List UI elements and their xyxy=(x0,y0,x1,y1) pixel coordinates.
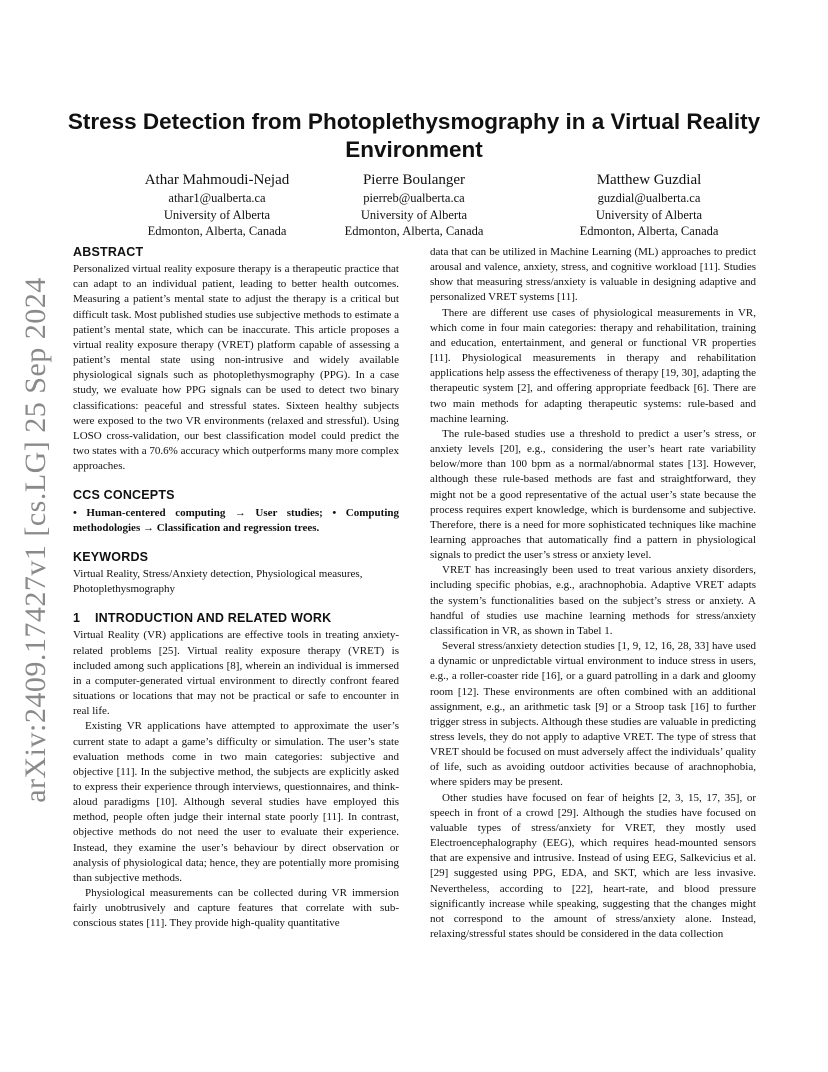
paragraph: Virtual Reality (VR) applications are effective tools in treating anxiety-related problems [25]. Virtual reality exposure therapy (VRET) is included among such applications [8], wherein an individual is immersed in a computer-generated virtual environment to directly confront feared situations or locations that may not be practical or safe to encounter in real life. xyxy=(73,629,399,718)
ccs-text: • Human-centered computing → User studies; • Computing methodologies → Classification and regression trees. xyxy=(73,506,399,534)
author-block xyxy=(299,171,529,240)
section-title: INTRODUCTION AND RELATED WORK xyxy=(95,611,332,626)
paper-title: Stress Detection from Photoplethysmography in a Virtual Reality Environment xyxy=(67,109,761,162)
author-affiliation: University of Alberta xyxy=(595,207,703,222)
paragraph: Several stress/anxiety detection studies [1, 9, 12, 16, 28, 33] have used a dynamic or unpredictable virtual environment to induce stress in users, e.g., a roller-coaster ride [16], or a guard patrolling in a dark and gloomy room [12]. These environments are often combined with an additional assignment, e.g., an arithmetic task [9] or a Stroop task [16] to further trigger stress in subjects. Although these studies are valuable in predicting stress levels, they do not apply to adaptive VRET. The type of stress that VRET should be focused on must adversely affect the individuals’ quality of life, such as avoiding outdoor activities because of arachnophobia, where spiders may be present. xyxy=(430,640,756,789)
author-email: guzdial@ualberta.ca xyxy=(597,191,701,205)
paragraph: Other studies have focused on fear of heights [2, 3, 15, 17, 35], or speech in front of a crowd [29]. Although the studies have focused on valuable types of stress/anxiety for VRET, they mostly used Electroencephalography (EEG), which requires head-mounted sensors that are expensive and intrusive. Instead of using EEG, Salkevicius et al. [29] suggested using PPG, EDA, and SKT, which are less invasive. Nevertheless, according to [22], heart-rate, and blood pressure significantly increase while speaking, suggesting that the changes might not correspond to the amount of stress/anxiety alone. Instead, relaxing/stressful states should be considered in the data collection xyxy=(430,791,756,941)
section-heading xyxy=(73,611,399,626)
ccs-heading: CCS CONCEPTS xyxy=(73,488,175,503)
arxiv-stamp xyxy=(14,277,58,803)
arxiv-stamp-text: arXiv:2409.17427v1 [cs.LG] 25 Sep 2024 xyxy=(19,277,52,803)
author-block xyxy=(534,171,764,240)
keywords-heading: KEYWORDS xyxy=(73,549,149,564)
abstract-text: Personalized virtual reality exposure therapy is a therapeutic practice that can adapt to an individual patient, leading to better health outcomes. Measuring a patient’s mental state to adjust the therapy is a critical but difficult task. Most published studies use subjective methods to estimate a patient’s mental state, which can be inaccurate. This article proposes a virtual reality exposure therapy (VRET) platform capable of assessing a patient’s mental state using non-intrusive and widely available physiological signals such as photoplethysmography (PPG). In a case study, we evaluate how PPG signals can be used to detect two binary classifications: peaceful and stressful states. Sixteen healthy subjects were exposed to the two VR environments (relaxed and stressful). Using LOSO cross-validation, our best classification model could predict the two states with a 70.6% accuracy which outperforms many more complex approaches. xyxy=(73,263,399,473)
paragraph: VRET has increasingly been used to treat various anxiety disorders, including specific phobias, e.g., arachnophobia. Adaptive VRET adapts the system’s functionalities based on the subject’s stress or anxiety. A handful of studies use machine learning methods for stress/anxiety classification in VR, as shown in Tabel 1. xyxy=(430,564,756,637)
abstract-heading: ABSTRACT xyxy=(73,245,144,259)
paragraph: Physiological measurements can be collected during VR immersion fairly unobtrusively and capture features that correlate with sub-conscious states [11]. They provide high-quality quantitative xyxy=(73,887,399,930)
paragraph: data that can be utilized in Machine Learning (ML) approaches to predict arousal and valence, anxiety, stress, and cognitive workload [11]. Studies show that measuring stress/anxiety is valuable in designing adaptive and personalized VRET systems [11]. xyxy=(430,246,756,304)
paragraph: The rule-based studies use a threshold to predict a user’s stress, or anxiety levels [20], e.g., considering the user’s heart rate variability below/more than 100 bpm as a normal/abnormal states [13]. However, although these rule-based methods are fast and straightforward, they might not be a good representative of the actual user’s state because the process requires expert knowledge, which is burdensome and subjective. Therefore, there is a need for more sophisticated techniques like machine learning approaches that automatically find a pattern in physiological signals to predict the user’s stress or anxiety level. xyxy=(430,427,756,562)
author-email: pierreb@ualberta.ca xyxy=(363,191,465,205)
author-name: Pierre Boulanger xyxy=(362,172,466,188)
keywords-text: Virtual Reality, Stress/Anxiety detection, Physiological measures, Photoplethysmography xyxy=(73,567,363,596)
paragraph: Existing VR applications have attempted to approximate the user’s current state to adapt a game’s difficulty or simulation. The user’s state evaluation methods come in two main categories: subjective and objective [11]. In the subjective method, the subjects are explicitly asked to express their experience through interviews, questionnaires, and think-aloud paradigms [10]. Although several studies have employed this method, people often judge their internal state poorly [11]. In contrast, objective methods do not need the user to evaluate their experience. Instead, they examine the user’s behaviour by direct observation or analysis of physiological data; hence, they are potentially more promising than subjective methods. xyxy=(73,720,399,884)
author-name: Matthew Guzdial xyxy=(596,172,702,188)
author-email: athar1@ualberta.ca xyxy=(168,191,266,205)
author-name: Athar Mahmoudi-Nejad xyxy=(144,172,290,188)
left-column xyxy=(73,245,399,932)
author-affiliation: University of Alberta xyxy=(163,207,271,222)
section-number: 1 xyxy=(73,611,81,626)
author-location: Edmonton, Alberta, Canada xyxy=(344,224,484,238)
author-affiliation: University of Alberta xyxy=(360,207,468,222)
author-location: Edmonton, Alberta, Canada xyxy=(147,224,287,238)
paragraph: There are different use cases of physiological measurements in VR, which come in four main categories: therapy and rehabilitation, training and education, entertainment, and general or functional VR properties [11]. Physiological measurements in therapy and rehabilitation applications help assess the effectiveness of therapy [19, 30], adapting the therapeutic system [2], and offering appropriate feedback [6]. There are two main methods for adapting therapeutic systems: rule-based and machine learning. xyxy=(430,306,756,425)
right-column xyxy=(430,245,756,942)
author-location: Edmonton, Alberta, Canada xyxy=(579,224,719,238)
author-block xyxy=(102,171,332,240)
